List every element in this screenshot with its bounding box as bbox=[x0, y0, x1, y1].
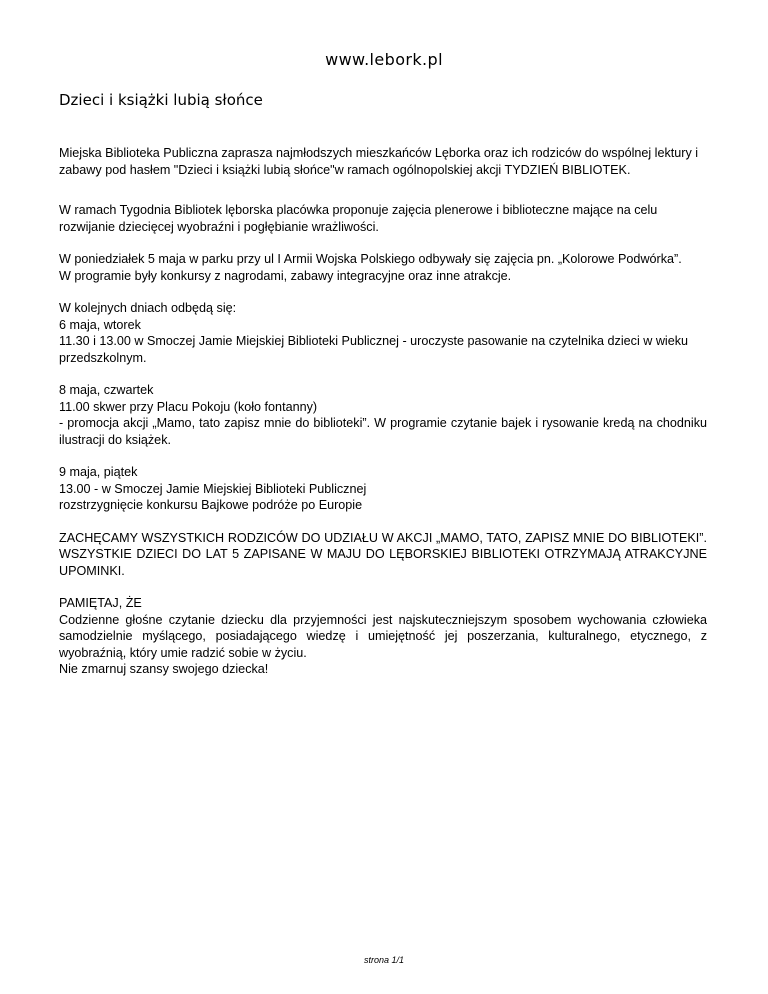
article-title: Dzieci i książki lubią słońce bbox=[59, 91, 263, 109]
paragraph-line: 11.00 skwer przy Placu Pokoju (koło fontanny) bbox=[59, 399, 318, 414]
paragraph-line: W ramach Tygodnia Bibliotek lęborska placówka proponuje zajęcia plenerowe i biblioteczne mające na celu rozwijanie dziecięcej wyobraźni i pogłębianie wrażliwości. bbox=[59, 203, 658, 234]
paragraph-line: 11.30 i 13.00 w Smoczej Jamie Miejskiej Biblioteki Publicznej - uroczyste pasowanie na czytelnika dzieci w wieku przedszkolnym. bbox=[59, 334, 689, 365]
paragraph-line: ZACHĘCAMY WSZYSTKICH RODZICÓW DO UDZIAŁU W AKCJI „MAMO, TATO, ZAPISZ MNIE DO BIBLIOTEKI”. WSZYSTKIE DZIECI DO LAT 5 ZAPISANE W MAJU DO LĘBORSKIEJ BIBLIOTEKI OTRZYMAJĄ ATRAKCYJNE UPOMINKI. bbox=[59, 530, 707, 578]
paragraph-tuesday bbox=[59, 300, 707, 366]
paragraph-line: W programie były konkursy z nagrodami, zabawy integracyjne oraz inne atrakcje. bbox=[59, 268, 512, 283]
paragraph-thursday bbox=[59, 382, 707, 448]
paragraph-line: 13.00 - w Smoczej Jamie Miejskiej Biblioteki Publicznej bbox=[59, 481, 367, 496]
paragraph-remember bbox=[59, 595, 707, 678]
paragraph-line: PAMIĘTAJ, ŻE bbox=[59, 596, 142, 610]
paragraph-line: 9 maja, piątek bbox=[59, 465, 138, 479]
paragraph-intro bbox=[59, 145, 707, 178]
paragraph-line: - promocja akcji „Mamo, tato zapisz mnie do biblioteki”. W programie czytanie bajek i rysowanie kredą na chodniku ilustracji do książek. bbox=[59, 416, 707, 447]
paragraph-line: W poniedziałek 5 maja w parku przy ul I Armii Wojska Polskiego odbywały się zajęcia pn. „Kolorowe Podwórka”. bbox=[59, 252, 682, 266]
paragraph-line: 6 maja, wtorek bbox=[59, 317, 141, 332]
paragraph-program bbox=[59, 202, 707, 235]
paragraph-line: rozstrzygnięcie konkursu Bajkowe podróże po Europie bbox=[59, 498, 363, 512]
paragraph-line: Miejska Biblioteka Publiczna zaprasza najmłodszych mieszkańców Lęborka oraz ich rodziców do wspólnej lektury i zabawy pod hasłem "Dzieci i książki lubią słońce"w ramach ogólnopolskiej akcji TYDZIEŃ BIBLIOTEK. bbox=[59, 146, 699, 177]
paragraph-friday bbox=[59, 464, 707, 514]
paragraph-appeal bbox=[59, 530, 707, 580]
paragraph-line: Nie zmarnuj szansy swojego dziecka! bbox=[59, 662, 269, 676]
paragraph-line: W kolejnych dniach odbędą się: bbox=[59, 301, 237, 315]
paragraph-line: 8 maja, czwartek bbox=[59, 383, 154, 397]
article-body bbox=[59, 145, 707, 694]
paragraph-monday bbox=[59, 251, 707, 284]
paragraph-line: Codzienne głośne czytanie dziecku dla przyjemności jest najskuteczniejszym sposobem wychowania człowieka samodzielnie myślącego, posiadającego wiedzę i umiejętność jej poszerzania, kulturalnego, etycznego, z wyobraźnią, który umie radzić sobie w życiu. bbox=[59, 612, 707, 660]
page-number: strona 1/1 bbox=[363, 955, 405, 965]
site-header: www.lebork.pl bbox=[325, 50, 443, 69]
